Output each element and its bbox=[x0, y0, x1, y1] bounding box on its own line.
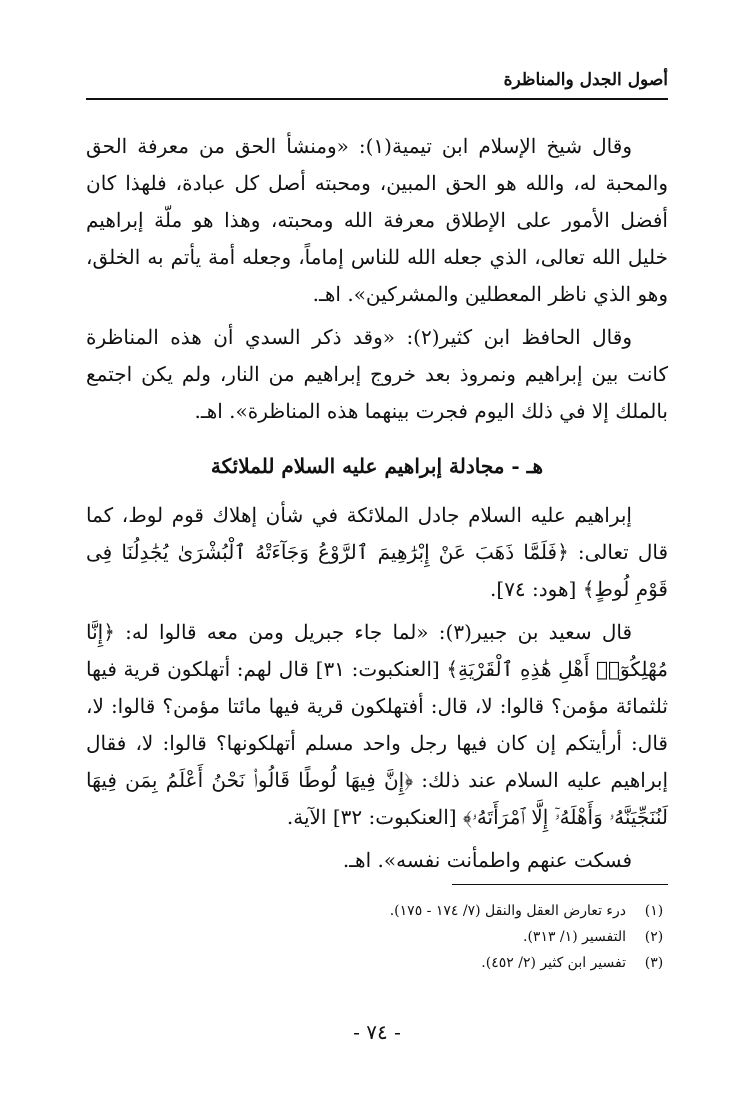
footnote-number: (١) bbox=[644, 903, 664, 919]
footnote-text: التفسير (١/ ٣١٣). bbox=[523, 929, 626, 945]
main-text bbox=[86, 128, 668, 885]
footnotes bbox=[86, 898, 668, 976]
footnote-item bbox=[86, 950, 668, 976]
footnote-number: (٢) bbox=[644, 929, 664, 945]
paragraph-ibn-taymiyya-quote: وقال شيخ الإسلام ابن تيمية(١): «ومنشأ الحق من معرفة الحق والمحبة له، والله هو الحق المبين، ومحبته أصل كل عبادة، فلهذا كان أفضل الأمور على الإطلاق معرفة الله ومحبته، وهذا هو ملّة إبراهيم خليل الله تعالى، الذي جعله الله للناس إماماً، وجعله أمة يأتم به الخلق، وهو الذي ناظر المعطلين والمشركين». اهـ. bbox=[86, 134, 668, 306]
paragraph-closing: فسكت عنهم واطمأنت نفسه». اهـ. bbox=[342, 848, 632, 872]
paragraph-said-ibn-jubayr: قال سعيد بن جبير(٣): «لما جاء جبريل ومن معه قالوا له: ﴿إِنَّا مُهْلِكُوٓا۟ أَهْلِ هَٰذِهِ ٱلْقَرْيَةِ﴾ [العنكبوت: ٣١] قال لهم: أتهلكون قرية فيها ثلثمائة مؤمن؟ قالوا: لا، قال: أفتهلكون قرية فيها مائتا مؤمن؟ قالوا: لا، قال: أرأيتكم إن كان فيها رجل واحد مسلم أتهلكونها؟ قالوا: لا، فقال إبراهيم عليه السلام عند ذلك: ﴿إِنَّ فِيهَا لُوطًا قَالُوا۟ نَحْنُ أَعْلَمُ بِمَن فِيهَا لَنُنَجِّيَنَّهُۥ وَأَهْلَهُۥٓ إِلَّا ٱمْرَأَتَهُۥ﴾ [العنكبوت: ٣٢] الآية. bbox=[86, 620, 668, 829]
header-divider bbox=[86, 98, 668, 100]
paragraph-ibrahim-angels: إبراهيم عليه السلام جادل الملائكة في شأن إهلاك قوم لوط، كما قال تعالى: ﴿فَلَمَّا ذَهَبَ عَنْ إِبْرَٰهِيمَ ٱلرَّوْعُ وَجَآءَتْهُ ٱلْبُشْرَىٰ يُجَٰدِلُنَا فِى قَوْمِ لُوطٍ﴾ [هود: ٧٤]. bbox=[86, 503, 668, 601]
running-header-title: أصول الجدل والمناظرة bbox=[503, 70, 668, 90]
footnote-number: (٣) bbox=[644, 955, 664, 971]
section-heading: هـ - مجادلة إبراهيم عليه السلام للملائكة bbox=[210, 454, 544, 478]
paragraph-ibn-kathir-quote: وقال الحافظ ابن كثير(٢): «وقد ذكر السدي أن هذه المناظرة كانت بين إبراهيم ونمروذ بعد خروج إبراهيم من النار، ولم يكن اجتمع بالملك إلا في ذلك اليوم فجرت بينهما هذه المناظرة». اهـ. bbox=[86, 325, 668, 423]
page-number: - ٧٤ - bbox=[353, 1020, 401, 1044]
footnote-divider bbox=[452, 884, 668, 885]
footnote-text: تفسير ابن كثير (٢/ ٤٥٢). bbox=[481, 955, 626, 971]
footnote-item bbox=[86, 898, 668, 924]
footnote-text: درء تعارض العقل والنقل (٧/ ١٧٤ - ١٧٥). bbox=[389, 903, 626, 919]
footnote-item bbox=[86, 924, 668, 950]
